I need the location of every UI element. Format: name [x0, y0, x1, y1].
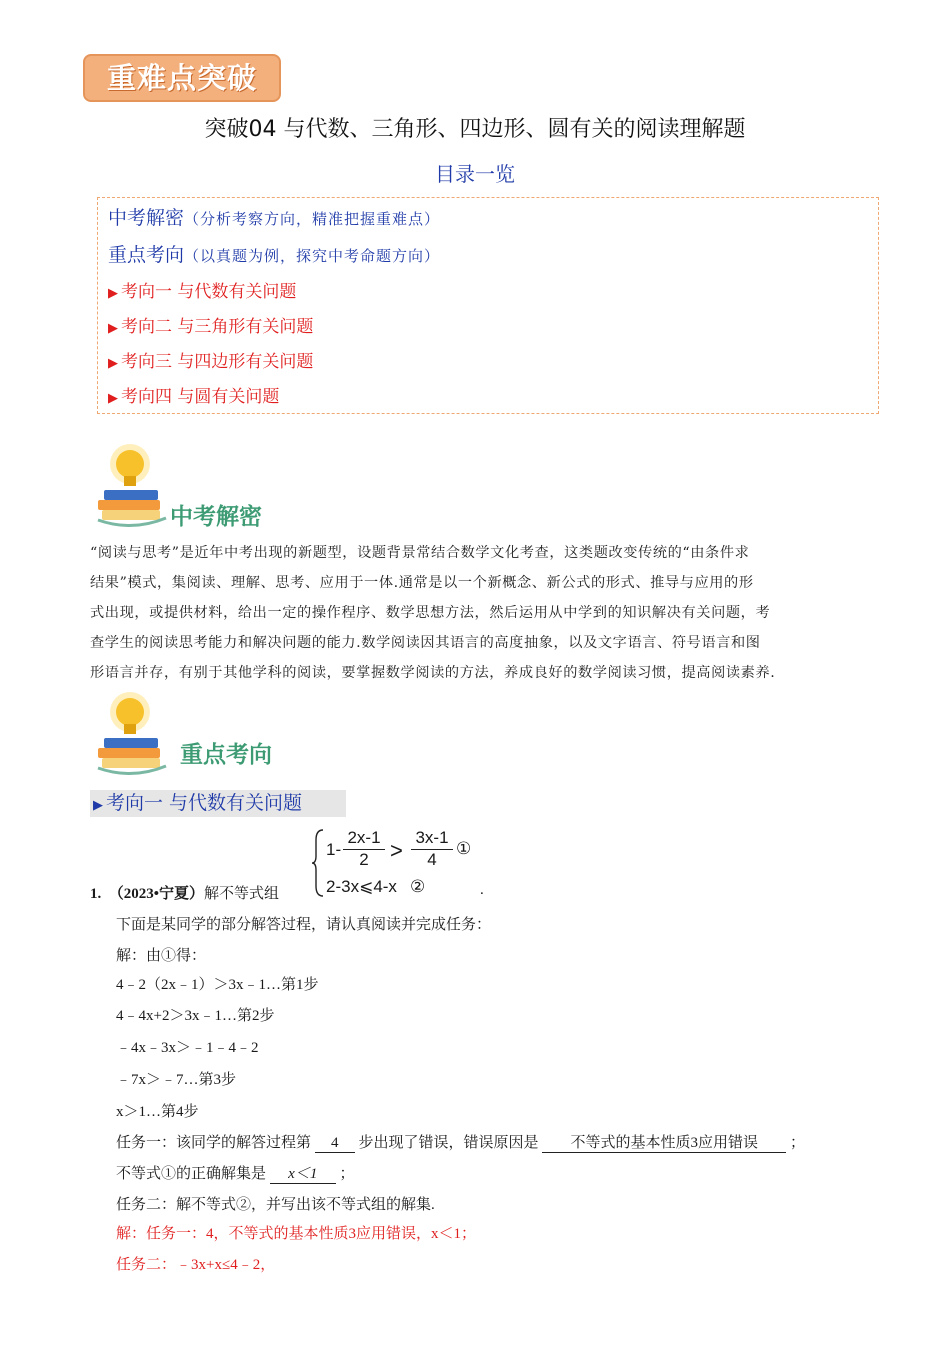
question-stem-end: .	[480, 882, 484, 898]
subheading-direction-1	[90, 790, 346, 817]
question-source: （2023•宁夏）	[108, 886, 205, 902]
toc-item-label: 考向四 与圆有关问题	[121, 387, 280, 407]
toc-line-exam-secret[interactable]	[108, 203, 440, 230]
answer-line: 任务二：﹣3x+x≤4﹣2，	[116, 1257, 276, 1273]
intro-line: 查学生的阅读思考能力和解决问题的能力.数学阅读因其语言的高度抽象，以及文字语言、符号语言和图	[90, 635, 761, 651]
triangle-icon: ▶	[93, 798, 103, 813]
toc-main-label: 重点考向	[108, 244, 185, 266]
eq1-operator: >	[390, 838, 403, 863]
question-stem-text: 解不等式组	[204, 886, 280, 902]
toc-sub-label: （分析考察方向，精准把握重难点）	[184, 210, 441, 228]
solution-step: ﹣4x﹣3x＞﹣1﹣4﹣2	[116, 1040, 259, 1056]
solution-step: 4﹣2（2x﹣1）＞3x﹣1…第1步	[116, 977, 319, 993]
solution-step: 解：由①得：	[116, 948, 207, 964]
intro-line: 式出现，或提供材料，给出一定的操作程序、数学思想方法，然后运用从中学到的知识解决有关问题，考	[90, 605, 771, 621]
task-text: 任务一：该同学的解答过程第	[116, 1135, 312, 1151]
intro-line: “阅读与思考”是近年中考出现的新题型，设题背景常结合数学文化考查，这类题改变传统的“由条件求	[90, 545, 750, 561]
toc-item-2[interactable]	[108, 312, 313, 337]
question-intro: 下面是某同学的部分解答过程，请认真阅读并完成任务：	[116, 917, 492, 933]
triangle-icon: ▶	[108, 286, 118, 301]
toc-main-label: 中考解密	[108, 207, 185, 229]
eq1-right-denominator: 4	[427, 850, 437, 869]
eq1-left: 1-	[326, 840, 342, 859]
task-text: 不等式①的正确解集是	[116, 1166, 267, 1182]
eq2-tag: ②	[410, 877, 426, 896]
lightbulb-books-icon	[92, 690, 172, 778]
eq1-numerator: 2x-1	[347, 828, 381, 847]
toc-item-label: 考向三 与四边形有关问题	[121, 352, 314, 372]
intro-line: 形语言并存，有别于其他学科的阅读，要掌握数学阅读的方法，养成良好的数学阅读习惯，提高阅读素养.	[90, 665, 776, 681]
task-two-line: 任务二：解不等式②，并写出该不等式组的解集.	[116, 1197, 435, 1213]
solution-step: 4﹣4x+2＞3x﹣1…第2步	[116, 1008, 275, 1024]
answer-line: 解：任务一：4，不等式的基本性质3应用错误，x＜1；	[116, 1226, 477, 1242]
eq1-tag: ①	[456, 839, 472, 858]
task-text: 步出现了错误，错误原因是	[358, 1135, 539, 1151]
lightbulb-books-icon	[92, 442, 172, 530]
task-text: ；	[790, 1135, 806, 1151]
task-one-line	[116, 1131, 805, 1153]
eq2: 2-3x⩽4-x	[326, 877, 397, 896]
section-title-key-direction: 重点考向	[180, 742, 272, 768]
toc-line-key-direction[interactable]	[108, 240, 440, 267]
eq1-right-numerator: 3x-1	[415, 828, 449, 847]
document-title: 突破04 与代数、三角形、四边形、圆有关的阅读理解题	[204, 117, 746, 142]
task-text: ；	[339, 1166, 355, 1182]
left-brace-icon	[312, 828, 324, 898]
triangle-icon: ▶	[108, 356, 118, 371]
section-badge: 重难点突破	[83, 54, 281, 102]
triangle-icon: ▶	[108, 391, 118, 406]
solution-step: x＞1…第4步	[116, 1104, 199, 1120]
question-stem	[90, 882, 279, 903]
toc-item-3[interactable]	[108, 347, 313, 372]
inequality-system	[312, 828, 477, 900]
toc-item-4[interactable]	[108, 382, 279, 407]
subheading-label: 考向一 与代数有关问题	[106, 792, 303, 814]
toc-sub-label: （以真题为例，探究中考命题方向）	[184, 247, 441, 265]
solution-step: ﹣7x＞﹣7…第3步	[116, 1072, 237, 1088]
toc-heading: 目录一览	[435, 162, 515, 186]
answer-blank-step: 4	[315, 1135, 355, 1153]
toc-item-label: 考向一 与代数有关问题	[121, 282, 297, 302]
triangle-icon: ▶	[108, 321, 118, 336]
intro-line: 结果”模式，集阅读、理解、思考、应用于一体.通常是以一个新概念、新公式的形式、推导与应用的形	[90, 575, 754, 591]
answer-blank-reason: 不等式的基本性质3应用错误	[542, 1131, 786, 1153]
answer-blank-solution: x＜1	[270, 1162, 336, 1184]
section-title-exam-secret: 中考解密	[170, 504, 262, 530]
intro-paragraph	[90, 538, 870, 688]
toc-item-1[interactable]	[108, 277, 296, 302]
question-number: 1.	[90, 886, 102, 902]
task-one-line-2	[116, 1162, 355, 1184]
eq1-denominator: 2	[359, 850, 369, 869]
toc-item-label: 考向二 与三角形有关问题	[121, 317, 314, 337]
